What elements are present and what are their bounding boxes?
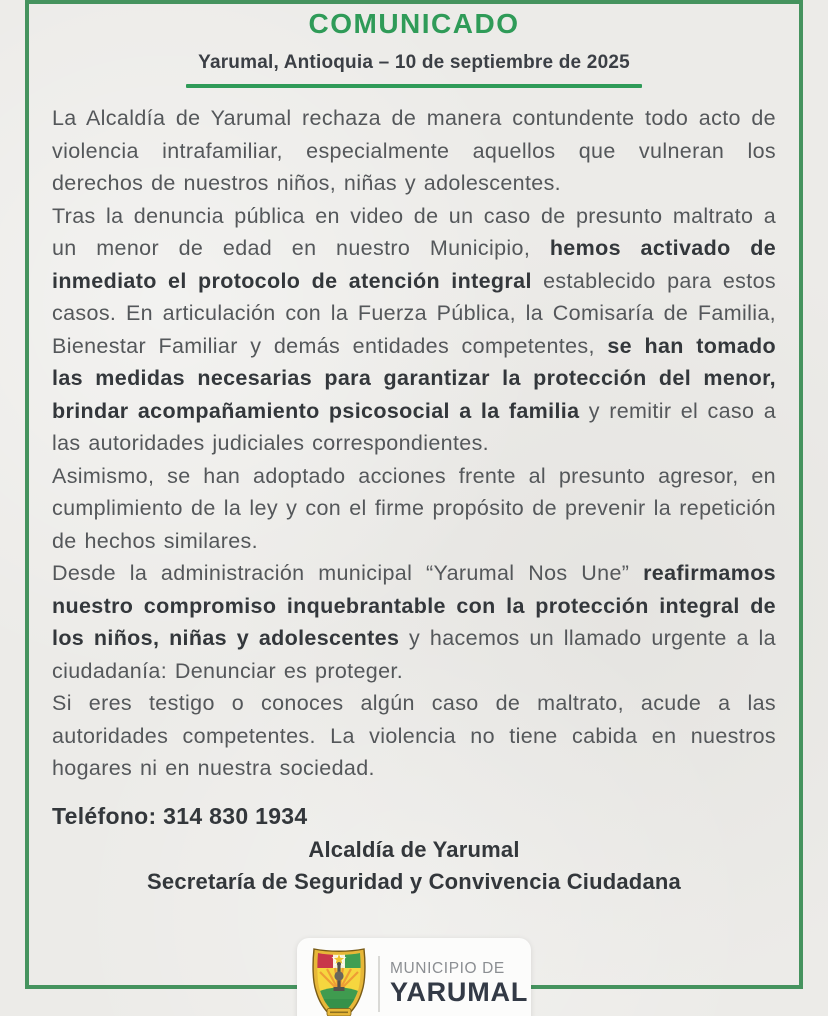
- org-department: Secretaría de Seguridad y Convivencia Ciudadana: [147, 869, 681, 894]
- logo-municipio-de: MUNICIPIO DE: [390, 960, 505, 978]
- logo-wordmark: [390, 961, 528, 1007]
- municipality-logo: [297, 938, 531, 1016]
- logo-yarumal: YARUMAL: [390, 977, 529, 1008]
- yarumal-crest-icon: [309, 945, 369, 1016]
- dateline: Yarumal, Antioquia – 10 de septiembre de 2025: [198, 52, 630, 73]
- paragraph: Desde la administración municipal “Yarumal Nos Une” reafirmamos nuestro compromiso inquebrantable con la protección integral de los niños, niñas y adolescentes y hacemos un llamado urgente a la ciudadanía: Denunciar es proteger.: [52, 561, 776, 683]
- paragraph: La Alcaldía de Yarumal rechaza de manera contundente todo acto de violencia intrafamiliar, especialmente aquellos que vulneran los derechos de nuestros niños, niñas y adolescentes.: [52, 106, 776, 195]
- logo-divider: [378, 956, 380, 1012]
- body-paragraphs: [52, 102, 776, 785]
- paragraph: Asimismo, se han adoptado acciones frente al presunto agresor, en cumplimiento de la ley y con el firme propósito de prevenir la repetición de hechos similares.: [52, 463, 776, 553]
- page-title: COMUNICADO: [308, 8, 520, 39]
- org-name: Alcaldía de Yarumal: [308, 837, 520, 862]
- paragraph: Tras la denuncia pública en video de un caso de presunto maltrato a un menor de edad en nuestro Municipio, hemos activado de inmediato el protocolo de atención integral establecido para estos casos. En articulación con la Fuerza Pública, la Comisaría de Familia, Bienestar Familiar y demás entidades competentes, se han tomado las medidas necesarias para garantizar la protección del menor, brindar acompañamiento psicosocial a la familia y remitir el caso a las autoridades judiciales correspondientes.: [52, 203, 777, 455]
- header-divider: [186, 84, 642, 88]
- phone-line: Teléfono: 314 830 1934: [52, 803, 308, 829]
- paragraph: Si eres testigo o conoces algún caso de maltrato, acude a las autoridades competentes. La violencia no tiene cabida en nuestros hogares ni en nuestra sociedad.: [52, 691, 776, 780]
